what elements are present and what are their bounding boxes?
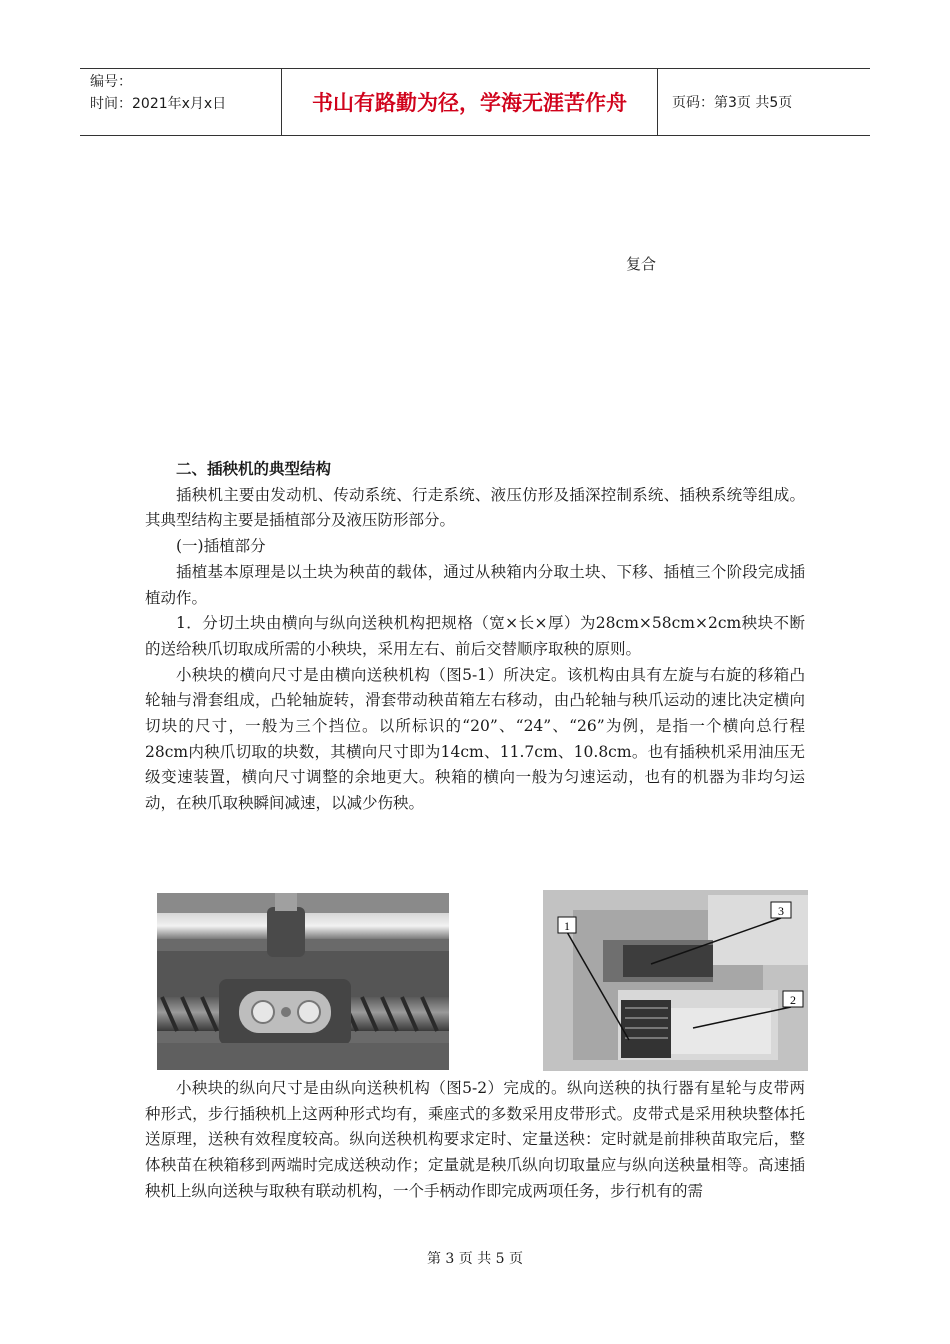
paragraph-2: 插植基本原理是以土块为秧苗的载体，通过从秧箱内分取土块、下移、插植三个阶段完成插植动作。 xyxy=(145,562,805,607)
callout-label-1: 1 xyxy=(564,919,570,933)
callout-label-2: 2 xyxy=(790,993,796,1007)
callout-label-3: 3 xyxy=(778,904,784,918)
paragraph-3: 1．分切土块由横向与纵向送秧机构把规格（宽×长×厚）为28cm×58cm×2cm秧块不断的送给秧爪切取成所需的小秧块，采用左右、前后交替顺序取秧的原则。 xyxy=(145,614,805,658)
section-heading: 二、插秧机的典型结构 xyxy=(176,460,332,478)
header-meta xyxy=(80,69,282,135)
belt-feed-drawing xyxy=(543,890,808,1071)
subheading: (一)插植部分 xyxy=(176,537,266,556)
header-table xyxy=(80,68,870,136)
paragraph-5: 小秧块的纵向尺寸是由纵向送秧机构（图5-2）完成的。纵向送秧的执行器有星轮与皮带两种形式，步行插秧机上这两种形式均有，乘座式的多数采用皮带形式。皮带式是采用秧块整体托送原理，送秧有效程度较高。纵向送秧机构要求定时、定量送秧：定时就是前排秧苗取完后，整体秧苗在秧箱移到两端时完成送秧动作；定量就是秧爪纵向切取量应与纵向送秧量相等。高速插秧机上纵向送秧与取秧有联动机构，一个手柄动作即完成两项任务，步行机有的需 xyxy=(145,1079,805,1200)
paragraph-1: 插秧机主要由发动机、传动系统、行走系统、液压仿形及插深控制系统、插秧系统等组成。其典型结构主要是插植部分及液压防形部分。 xyxy=(145,485,805,530)
document-number-label: 编号： xyxy=(90,74,132,90)
header-page-info: 页码：第3页 共5页 xyxy=(672,95,793,111)
page-footer: 第 3 页 共 5 页 xyxy=(426,1251,524,1267)
cam-shaft-drawing xyxy=(157,893,449,1070)
header-motto: 书山有路勤为径，学海无涯苦作舟 xyxy=(282,69,658,135)
paragraph-4: 小秧块的横向尺寸是由横向送秧机构（图5-1）所决定。该机构由具有左旋与右旋的移箱凸轮轴与滑套组成，凸轮轴旋转，滑套带动秧苗箱左右移动，由凸轮轴与秧爪运动的速比决定横向切块的尺寸，一般为三个挡位。以所标识的“20”、“24”、“26”为例，是指一个横向总行程28cm内秧爪切取的块数，其横向尺寸即为14cm、11.7cm、10.8cm。也有插秧机采用油压无级变速装置，横向尺寸调整的余地更大。秧箱的横向一般为匀速运动，也有的机器为非均匀运动，在秧爪取秧瞬间减速，以减少伤秧。 xyxy=(145,665,805,813)
section-body-continued xyxy=(145,1076,805,1205)
figure-5-2-photo xyxy=(543,890,808,1071)
document-time-label: 时间：2021年x月x日 xyxy=(90,96,227,112)
floating-word: 复合 xyxy=(626,255,657,273)
section-body xyxy=(145,457,805,817)
figure-5-1-photo xyxy=(157,893,449,1070)
